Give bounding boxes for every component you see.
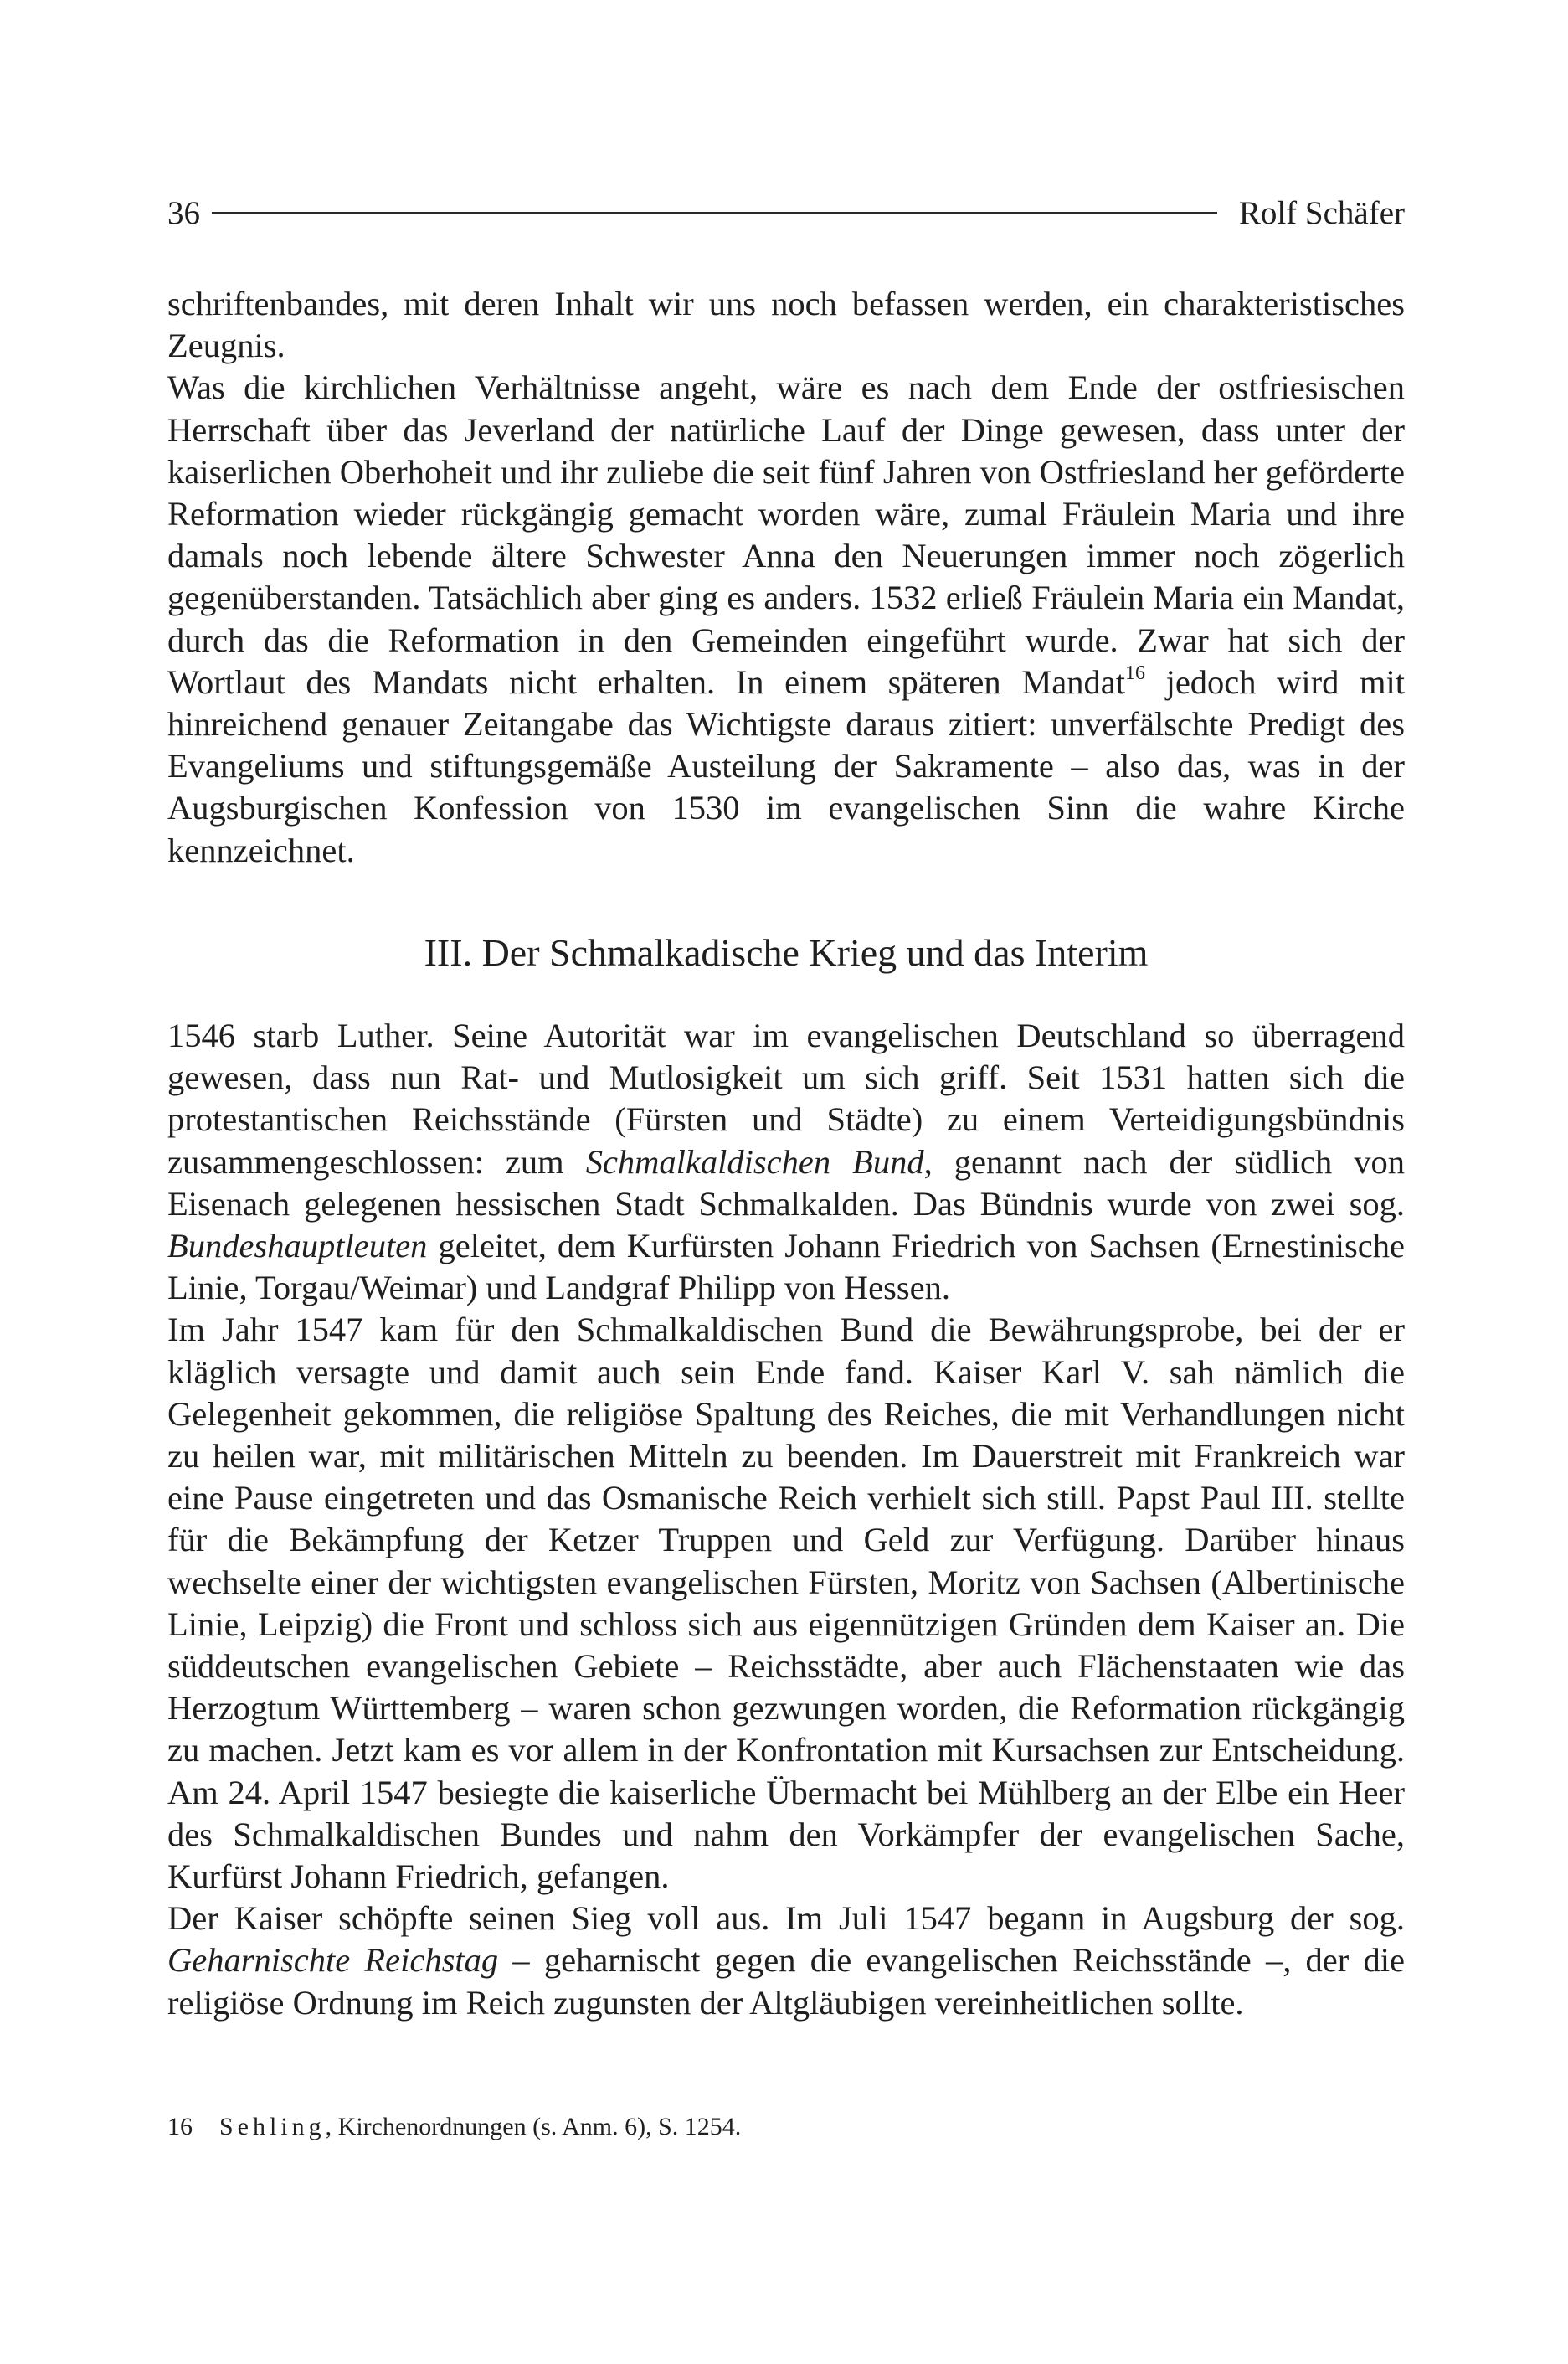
italic-term: Geharnischte Reichstag (167, 1941, 499, 1980)
paragraph-text: jedoch wird mit hinreichend genauer Zeitangabe das Wichtigste daraus zitiert: unverfälschte Predigt des Evangeliums und stiftungsgemäße Austeilung der Sakramente – also das, was in der Augsburgischen Konfession von 1530 im evangelischen Sinn die wahre Kirche kennzeichnet. (167, 662, 1405, 869)
running-author: Rolf Schäfer (1238, 194, 1405, 231)
text-block-section (167, 1015, 1405, 2024)
footnote (167, 2110, 1405, 2144)
section-heading: III. Der Schmalkadische Krieg und das Interim (424, 931, 1149, 974)
running-head (167, 189, 1405, 236)
italic-term: Bundeshauptleuten (167, 1227, 428, 1265)
paragraph-text: , genannt nach der südlich von Eisenach gelegenen hessischen Stadt Schmalkalden. Das Bündnis wurde von zwei sog. (167, 1142, 1405, 1223)
paragraph (167, 283, 1405, 367)
paragraph-text: Im Jahr 1547 kam für den Schmalkaldischen Bund die Bewährungsprobe, bei der er kläglich versagte und damit auch sein Ende fand. Kaiser Karl V. sah nämlich die Gelegenheit gekommen, die religiöse Spaltung des Reiches, die mit Verhandlungen nicht zu heilen war, mit militärischen Mitteln zu beenden. Im Dauerstreit mit Frankreich war eine Pause eingetreten und das Osmanische Reich verhielt sich still. Papst Paul III. stellte für die Bekämpfung der Ketzer Truppen und Geld zur Verfügung. Darüber hinaus wechselte einer der wichtigsten evangelischen Fürsten, Moritz von Sachsen (Albertinische Linie, Leipzig) die Front und schloss sich aus eigennützigen Gründen dem Kaiser an. Die süddeutschen evangelischen Gebiete – Reichsstädte, aber auch Flächenstaaten wie das Herzogtum Württemberg – waren schon gezwungen worden, die Reformation rückgängig zu machen. Jetzt kam es vor allem in der Konfrontation mit Kursachsen zur Entscheidung. Am 24. April 1547 besiegte die kaiserliche Übermacht bei Mühlberg an der Elbe ein Heer des Schmalkaldischen Bundes und nahm den Vorkämpfer der evangelischen Sache, Kurfürst Johann Friedrich, gefangen. (167, 1311, 1405, 1896)
footnote-number: 16 (167, 2113, 193, 2140)
paragraph (167, 1309, 1405, 1898)
footnote-author: Sehling (219, 2113, 326, 2140)
paragraph (167, 367, 1405, 871)
paragraph-text: – geharnischt gegen die evangelischen Reichsstände –, der die religiöse Ordnung im Reich zugunsten der Altgläubigen vereinheitlichen sollte. (167, 1941, 1405, 2022)
paragraph (167, 1015, 1405, 1309)
paragraph-text: 1546 starb Luther. Seine Autorität war im evangelischen Deutschland so überragend gewesen, dass nun Rat- und Mutlosigkeit um sich griff. Seit 1531 hatten sich die protestantischen Reichsstände (Fürsten und Städte) zu einem Verteidigungsbündnis zusammengeschlossen: zum (167, 1017, 1405, 1181)
footnote-reference[interactable]: 16 (1124, 662, 1145, 684)
italic-term: Schmalkaldischen Bund (585, 1142, 924, 1181)
paragraph (167, 1898, 1405, 2024)
text-block-top (167, 283, 1405, 872)
footnote-text: , Kirchenordnungen (s. Anm. 6), S. 1254. (325, 2113, 742, 2140)
paragraph-text: geleitet, dem Kurfürsten Johann Friedrich von Sachsen (Ernestinische Linie, Torgau/Weimar) und Landgraf Philipp von Hessen. (167, 1227, 1405, 1307)
paragraph-text: Was die kirchlichen Verhältnisse angeht, wäre es nach dem Ende der ostfriesischen Herrschaft über das Jeverland der natürliche Lauf der Dinge gewesen, dass unter der kaiserlichen Oberhoheit und ihr zuliebe die seit fünf Jahren von Ostfriesland her geförderte Reformation wieder rückgängig gemacht worden wäre, zumal Fräulein Maria und ihre damals noch lebende ältere Schwester Anna den Neuerungen immer noch zögerlich gegenüberstanden. Tatsächlich aber ging es anders. 1532 erließ Fräulein Maria ein Mandat, durch das die Reformation in den Gemeinden eingeführt wurde. Zwar hat sich der Wortlaut des Mandats nicht erhalten. In einem späteren Mandat (167, 368, 1405, 701)
page-number: 36 (167, 194, 200, 231)
paragraph-text: schriftenbandes, mit deren Inhalt wir uns noch befassen werden, ein charakteristisches Zeugnis. (167, 285, 1405, 365)
header-rule (212, 212, 1217, 214)
paragraph-text: Der Kaiser schöpfte seinen Sieg voll aus. Im Juli 1547 begann in Augsburg der sog. (167, 1899, 1405, 1938)
